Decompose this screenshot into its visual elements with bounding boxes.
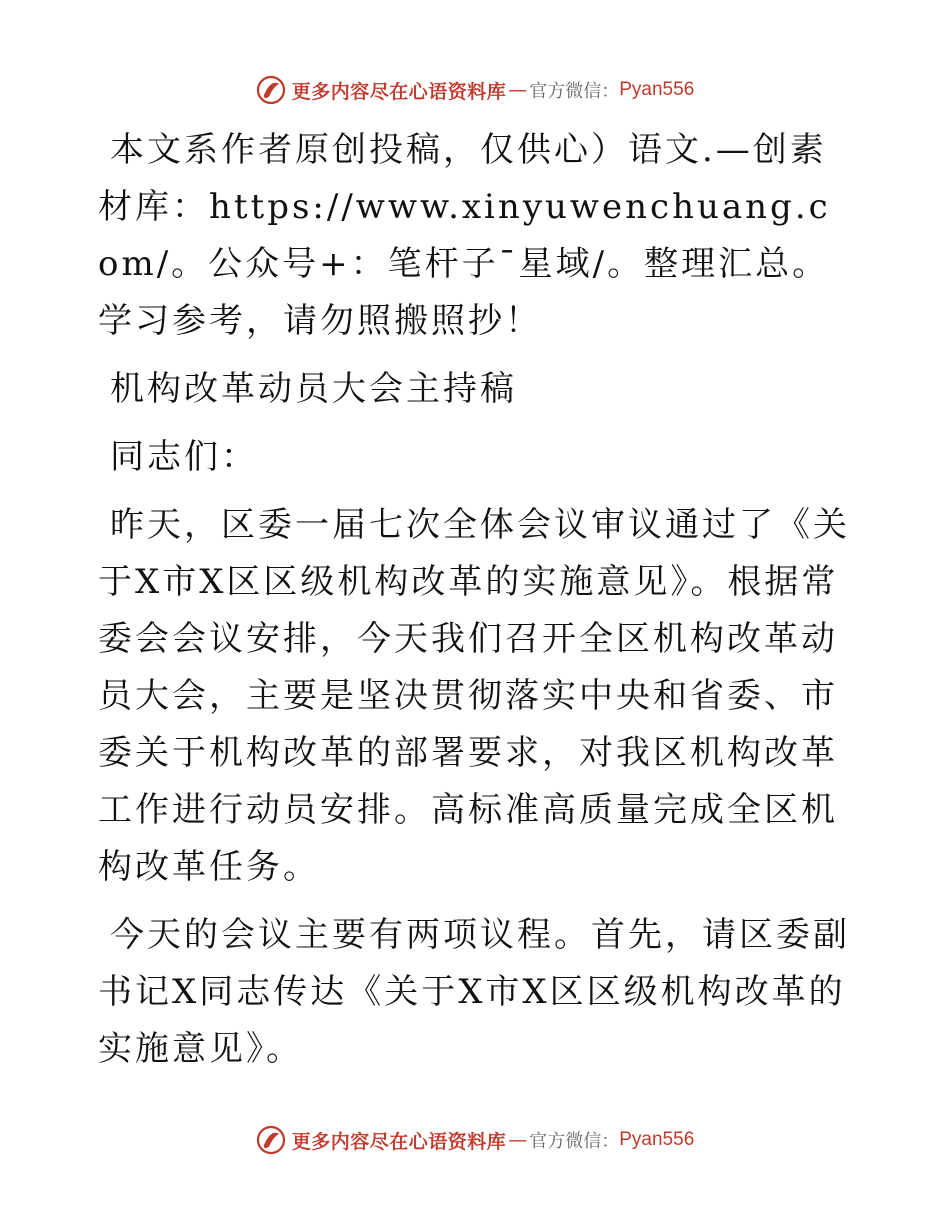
banner-wechat-id: Pyan556	[619, 1129, 695, 1150]
document-body	[98, 122, 850, 1089]
banner-dash: —	[508, 79, 528, 101]
banner-official-label: 官方微信：	[529, 1131, 620, 1152]
intro-paragraph: 本文系作者原创投稿，仅供心）语文.—创素材库：https://www.xinyuwenchuang.com/。公众号+：笔杆子¯星域/。整理汇总。学习参考，请勿照搬照抄！	[98, 130, 831, 341]
brand-logo-icon	[256, 1125, 286, 1155]
banner-official-label: 官方微信：	[529, 81, 620, 102]
banner-brand-text: 更多内容尽在心语资料库	[291, 80, 507, 103]
body-paragraph: 昨天，区委一届七次全体会议审议通过了《关于X市X区区级机构改革的实施意见》。根据常委会会议安排，今天我们召开全区机构改革动员大会，主要是坚决贯彻落实中央和省委、市委关于机构改革的部署要求，对我区机构改革工作进行动员安排。高标准高质量完成全区机构改革任务。	[98, 505, 850, 887]
banner-wechat-id: Pyan556	[619, 79, 695, 100]
brand-logo-icon	[256, 75, 286, 105]
document-title: 机构改革动员大会主持稿	[110, 369, 517, 409]
body-paragraph: 今天的会议主要有两项议程。首先，请区委副书记X同志传达《关于X市X区区级机构改革的实施意见》。	[98, 915, 850, 1069]
salutation: 同志们：	[110, 437, 258, 477]
banner-dash: —	[508, 1129, 528, 1151]
header-watermark-banner	[0, 70, 950, 110]
banner-brand-text: 更多内容尽在心语资料库	[291, 1130, 507, 1153]
footer-watermark-banner	[0, 1120, 950, 1160]
